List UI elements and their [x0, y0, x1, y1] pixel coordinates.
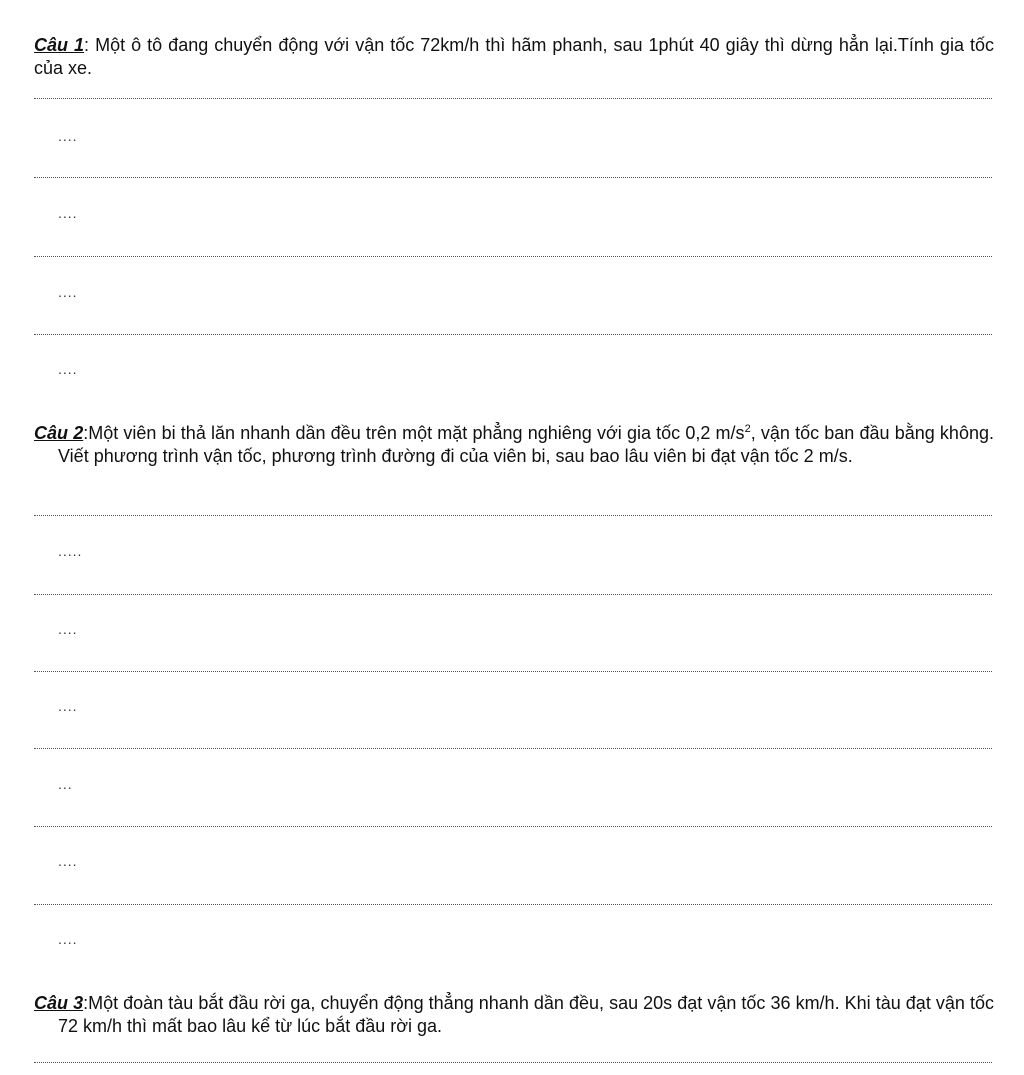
question-1 — [34, 34, 994, 80]
answer-ellipsis: ..... — [58, 543, 83, 559]
answer-ellipsis: .... — [58, 698, 78, 714]
answer-ellipsis: .... — [58, 361, 78, 377]
answer-ellipsis: .... — [58, 128, 78, 144]
question-2-label: Câu 2 — [34, 423, 84, 443]
answer-ellipsis: .... — [58, 931, 78, 947]
answer-line — [34, 334, 992, 335]
answer-ellipsis: ... — [58, 776, 73, 792]
question-3 — [34, 992, 994, 1038]
question-3-sep: : — [83, 993, 89, 1013]
answer-line — [34, 826, 992, 827]
answer-ellipsis: .... — [58, 284, 78, 300]
answer-line — [34, 1062, 992, 1063]
question-2-text-b: , vận tốc ban đầu bằng không. Viết phương trình vận tốc, phương trình đường đi của viên bi, sau bao lâu viên bi đạt vận tốc 2 m/s. — [58, 423, 994, 466]
answer-line — [34, 515, 992, 516]
question-2-text-a: Một viên bi thả lăn nhanh dần đều trên một mặt phẳng nghiêng với gia tốc 0,2 m/s — [88, 423, 745, 443]
answer-line — [34, 748, 992, 749]
answer-ellipsis: .... — [58, 205, 78, 221]
answer-ellipsis: .... — [58, 621, 78, 637]
answer-ellipsis: .... — [58, 853, 78, 869]
question-1-text: Một ô tô đang chuyển động với vận tốc 72km/h thì hãm phanh, sau 1phút 40 giây thì dừng hẳn lại.Tính gia tốc của xe. — [34, 35, 994, 78]
question-3-text: Một đoàn tàu bắt đầu rời ga, chuyển động thẳng nhanh dần đều, sau 20s đạt vận tốc 36 km/h. Khi tàu đạt vận tốc 72 km/h thì mất bao lâu kể từ lúc bắt đầu rời ga. — [58, 993, 994, 1036]
question-1-sep: : — [84, 35, 90, 55]
answer-line — [34, 594, 992, 595]
question-1-label: Câu 1 — [34, 35, 85, 55]
question-2 — [34, 422, 994, 468]
answer-line — [34, 98, 992, 99]
superscript-exponent: 2 — [744, 423, 751, 435]
answer-line — [34, 177, 992, 178]
answer-line — [34, 904, 992, 905]
question-2-sep: : — [83, 423, 89, 443]
answer-line — [34, 256, 992, 257]
question-3-label: Câu 3 — [34, 993, 84, 1013]
answer-line — [34, 671, 992, 672]
